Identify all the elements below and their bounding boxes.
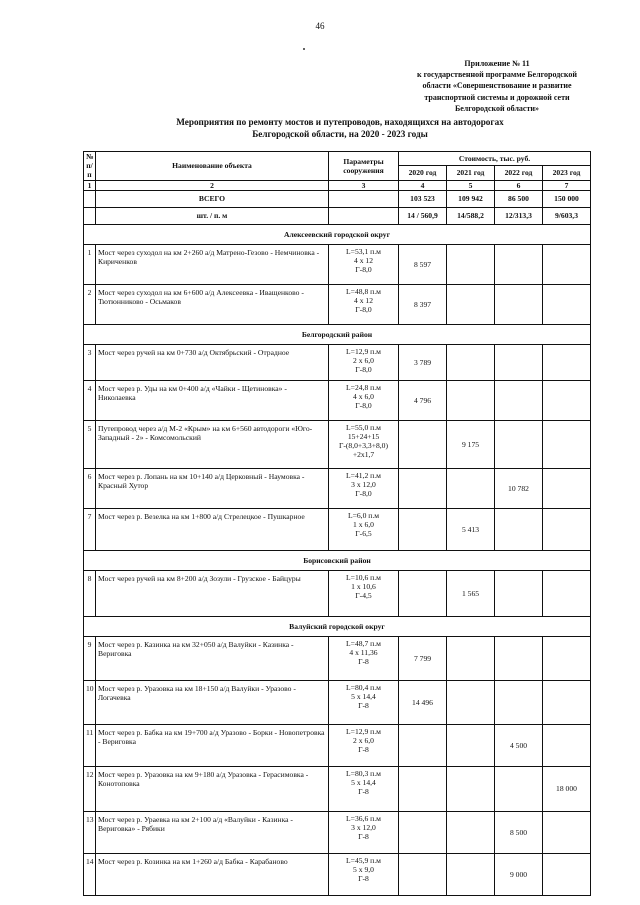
table-row — [84, 380, 591, 420]
row-number: 10 — [84, 680, 96, 724]
cost-2023 — [543, 636, 591, 680]
row-number: 12 — [84, 766, 96, 811]
totals-row — [84, 190, 591, 207]
appendix-line: транспортной системы и дорожной сети — [424, 92, 570, 102]
object-name: Мост через ручей на км 8+200 а/д Зозули - Грузское - Байцуры — [96, 570, 329, 616]
cost-2020 — [399, 766, 447, 811]
row-number: 5 — [84, 420, 96, 468]
cost-2021 — [447, 380, 495, 420]
header-2020: 2020 год — [399, 165, 447, 180]
table-row — [84, 811, 591, 853]
cost-2023 — [543, 344, 591, 380]
cost-2022 — [495, 570, 543, 616]
table-row — [84, 636, 591, 680]
appendix-line: к государственной программе Белгородской — [417, 70, 577, 80]
header-2021: 2021 год — [447, 165, 495, 180]
object-name: Мост через суходол на км 6+600 а/д Алексеевка - Иващенково - Тютюнниково - Осьмаков — [96, 284, 329, 324]
cost-2020 — [399, 570, 447, 616]
scan-speck — [303, 48, 305, 50]
param-line: 4 х 11,36 — [349, 648, 378, 658]
index-cell: 4 — [399, 180, 447, 190]
object-name: Мост через р. Везелка на км 1+800 а/д Стрелецкое - Пушкарное — [96, 508, 329, 550]
index-row — [84, 180, 591, 190]
header-2022: 2022 год — [495, 165, 543, 180]
index-cell: 2 — [96, 180, 329, 190]
param-line: L=80,3 п.м — [346, 768, 381, 778]
table-row — [84, 468, 591, 508]
object-name: Мост через р. Уды на км 0+400 а/д «Чайки - Щетиновка» - Николаевка — [96, 380, 329, 420]
cost-2022 — [495, 508, 543, 550]
param-line: L=41,2 п.м — [346, 470, 381, 480]
param-line: L=48,8 п.м — [346, 286, 381, 296]
index-cell: 3 — [329, 180, 399, 190]
cost-2023 — [543, 724, 591, 766]
cost-2021 — [447, 244, 495, 284]
structure-params — [329, 420, 399, 468]
table-row — [84, 724, 591, 766]
section-heading: Борисовский район — [84, 550, 591, 570]
cost-2023 — [543, 853, 591, 895]
param-line: L=48,7 п.м — [346, 638, 381, 648]
object-name: Путепровод через а/д М-2 «Крым» на км 6+560 автодороги «Юго-Западный - 2» - Комсомольский — [96, 420, 329, 468]
index-cell: 5 — [447, 180, 495, 190]
row-number: 6 — [84, 468, 96, 508]
param-line: +2х1,7 — [352, 450, 375, 460]
param-line: Г-8 — [358, 787, 369, 797]
cost-2023 — [543, 811, 591, 853]
object-name: Мост через суходол на км 2+260 а/д Матрено-Гезово - Немчиновка - Кириченков — [96, 244, 329, 284]
row-number: 3 — [84, 344, 96, 380]
table-row — [84, 284, 591, 324]
param-line: 4 х 6,0 — [353, 392, 374, 402]
units-2022: 12/313,3 — [495, 207, 543, 224]
row-number: 11 — [84, 724, 96, 766]
cost-2021 — [447, 636, 495, 680]
param-line: L=55,0 п.м — [346, 422, 381, 432]
param-line: Г-8,0 — [355, 401, 372, 411]
param-line: 3 х 12,0 — [351, 823, 376, 833]
row-number: 14 — [84, 853, 96, 895]
param-line: L=12,9 п.м — [346, 726, 381, 736]
units-2021: 14/588,2 — [447, 207, 495, 224]
param-line: Г-8 — [358, 874, 369, 884]
cost-2021 — [447, 766, 495, 811]
param-line: L=53,1 п.м — [346, 246, 381, 256]
cost-2021: 5 413 — [447, 508, 495, 550]
cost-2022 — [495, 344, 543, 380]
cost-2022: 10 782 — [495, 468, 543, 508]
structure-params — [329, 636, 399, 680]
totals-2020: 103 523 — [399, 190, 447, 207]
param-line: Г-8 — [358, 657, 369, 667]
param-line: Г-(8,0+3,3+8,0) — [338, 441, 389, 451]
param-line: L=45,9 п.м — [346, 855, 381, 865]
structure-params — [329, 468, 399, 508]
totals-2023: 150 000 — [543, 190, 591, 207]
cost-2020: 14 496 — [399, 680, 447, 724]
empty-cell — [329, 207, 399, 224]
param-line: 5 х 9,0 — [353, 865, 374, 875]
cost-2021 — [447, 468, 495, 508]
cost-2023 — [543, 284, 591, 324]
object-name: Мост через р. Казинка на км 32+050 а/д Валуйки - Казинка - Вериговка — [96, 636, 329, 680]
cost-2021 — [447, 853, 495, 895]
table-row — [84, 508, 591, 550]
param-line: Г-8 — [358, 832, 369, 842]
row-number: 7 — [84, 508, 96, 550]
page-number: 46 — [315, 21, 325, 31]
cost-2022 — [495, 766, 543, 811]
table-row — [84, 853, 591, 895]
cost-2020 — [399, 853, 447, 895]
cost-2020: 3 789 — [399, 344, 447, 380]
table-row — [84, 344, 591, 380]
cost-2021 — [447, 724, 495, 766]
object-name: Мост через р. Ураевка на км 2+100 а/д «Валуйки - Казинка - Вериговка» - Рябики — [96, 811, 329, 853]
units-2020: 14 / 560,9 — [399, 207, 447, 224]
row-number: 8 — [84, 570, 96, 616]
object-name: Мост через р. Лопань на км 10+140 а/д Церковный - Наумовка - Красный Хутор — [96, 468, 329, 508]
structure-params — [329, 284, 399, 324]
cost-2023: 18 000 — [543, 766, 591, 811]
appendix-line: области «Совершенствование и развитие — [422, 81, 572, 91]
structure-params — [329, 380, 399, 420]
param-line: Г-8 — [358, 701, 369, 711]
repair-table — [83, 151, 591, 896]
param-line: 1 х 6,0 — [353, 520, 374, 530]
cost-2021 — [447, 344, 495, 380]
structure-params — [329, 724, 399, 766]
table-row — [84, 420, 591, 468]
title-line: Белгородской области, на 2020 - 2023 годы — [252, 129, 428, 139]
section-row — [84, 550, 591, 570]
cost-2023 — [543, 508, 591, 550]
cost-2020 — [399, 724, 447, 766]
section-row — [84, 324, 591, 344]
appendix-line: Белгородской области» — [454, 103, 540, 113]
section-heading: Валуйский городской округ — [84, 616, 591, 636]
table-row — [84, 766, 591, 811]
param-line: Г-8,0 — [355, 305, 372, 315]
structure-params — [329, 570, 399, 616]
param-line: 5 х 14,4 — [351, 692, 376, 702]
cost-2022: 8 500 — [495, 811, 543, 853]
row-number: 1 — [84, 244, 96, 284]
empty-cell — [84, 207, 96, 224]
cost-2022 — [495, 284, 543, 324]
param-line: Г-8,0 — [355, 489, 372, 499]
document-title — [90, 116, 590, 140]
index-cell: 7 — [543, 180, 591, 190]
totals-2021: 109 942 — [447, 190, 495, 207]
section-row — [84, 616, 591, 636]
object-name: Мост через р. Уразовка на км 18+150 а/д Валуйки - Уразово - Логачевка — [96, 680, 329, 724]
empty-cell — [84, 190, 96, 207]
cost-2022: 4 500 — [495, 724, 543, 766]
structure-params — [329, 344, 399, 380]
title-line: Мероприятия по ремонту мостов и путепроводов, находящихся на автодорогах — [176, 117, 504, 127]
cost-2020: 4 796 — [399, 380, 447, 420]
cost-2022 — [495, 420, 543, 468]
cost-2020 — [399, 811, 447, 853]
param-line: L=12,9 п.м — [346, 346, 381, 356]
cost-2021 — [447, 680, 495, 724]
param-line: 4 х 12 — [354, 296, 373, 306]
cost-2020: 8 597 — [399, 244, 447, 284]
param-line: Г-8,0 — [355, 365, 372, 375]
cost-2022 — [495, 680, 543, 724]
structure-params — [329, 811, 399, 853]
cost-2021: 1 565 — [447, 570, 495, 616]
cost-2022 — [495, 244, 543, 284]
section-heading: Белгородский район — [84, 324, 591, 344]
cost-2021 — [447, 811, 495, 853]
section-row — [84, 224, 591, 244]
units-2023: 9/603,3 — [543, 207, 591, 224]
structure-params — [329, 244, 399, 284]
cost-2021: 9 175 — [447, 420, 495, 468]
param-line: L=10,6 п.м — [346, 572, 381, 582]
param-line: Г-6,5 — [355, 529, 372, 539]
header-cost: Стоимость, тыс. руб. — [399, 152, 591, 166]
header-params: Параметры сооружения — [329, 152, 399, 181]
param-line: 3 х 12,0 — [351, 480, 376, 490]
param-line: 1 х 10,6 — [351, 582, 376, 592]
cost-2020 — [399, 508, 447, 550]
param-line: L=80,4 п.м — [346, 682, 381, 692]
row-number: 9 — [84, 636, 96, 680]
empty-cell — [329, 190, 399, 207]
cost-2021 — [447, 284, 495, 324]
appendix-line: Приложение № 11 — [464, 59, 530, 68]
structure-params — [329, 508, 399, 550]
param-line: L=24,8 п.м — [346, 382, 381, 392]
param-line: 4 х 12 — [354, 256, 373, 266]
header-name: Наименование объекта — [96, 152, 329, 181]
header-num: № п/п — [84, 152, 96, 181]
object-name: Мост через ручей на км 0+730 а/д Октябрьский - Отрадное — [96, 344, 329, 380]
units-label: шт. / п. м — [96, 207, 329, 224]
param-line: Г-8,0 — [355, 265, 372, 275]
cost-2023 — [543, 570, 591, 616]
row-number: 4 — [84, 380, 96, 420]
cost-2023 — [543, 244, 591, 284]
cost-2023 — [543, 468, 591, 508]
param-line: Г-8 — [358, 745, 369, 755]
param-line: 2 х 6,0 — [353, 736, 374, 746]
section-heading: Алексеевский городской округ — [84, 224, 591, 244]
totals-2022: 86 500 — [495, 190, 543, 207]
table-row — [84, 244, 591, 284]
row-number: 2 — [84, 284, 96, 324]
cost-2020 — [399, 468, 447, 508]
units-row — [84, 207, 591, 224]
cost-2020: 7 799 — [399, 636, 447, 680]
index-cell: 1 — [84, 180, 96, 190]
cost-2023 — [543, 380, 591, 420]
header-row — [84, 152, 591, 166]
param-line: 15+24+15 — [347, 432, 380, 442]
object-name: Мост через р. Уразовка на км 9+180 а/д Уразовка - Герасимовка - Конотоповка — [96, 766, 329, 811]
object-name: Мост через р. Козинка на км 1+260 а/д Бабка - Карабаново — [96, 853, 329, 895]
appendix-block — [392, 58, 602, 114]
param-line: 5 х 14,4 — [351, 778, 376, 788]
param-line: 2 х 6,0 — [353, 356, 374, 366]
table-row — [84, 570, 591, 616]
param-line: Г-4,5 — [355, 591, 372, 601]
cost-2023 — [543, 680, 591, 724]
row-number: 13 — [84, 811, 96, 853]
cost-2022 — [495, 380, 543, 420]
table-body — [84, 152, 591, 896]
cost-2022: 9 000 — [495, 853, 543, 895]
structure-params — [329, 680, 399, 724]
structure-params — [329, 766, 399, 811]
table-row — [84, 680, 591, 724]
structure-params — [329, 853, 399, 895]
param-line: L=6,0 п.м — [347, 510, 380, 520]
object-name: Мост через р. Бабка на км 19+700 а/д Уразово - Борки - Новопетровка - Вериговка — [96, 724, 329, 766]
cost-2020: 8 397 — [399, 284, 447, 324]
totals-label: ВСЕГО — [96, 190, 329, 207]
header-2023: 2023 год — [543, 165, 591, 180]
cost-2022 — [495, 636, 543, 680]
cost-2023 — [543, 420, 591, 468]
cost-2020 — [399, 420, 447, 468]
param-line: L=36,6 п.м — [346, 813, 381, 823]
index-cell: 6 — [495, 180, 543, 190]
